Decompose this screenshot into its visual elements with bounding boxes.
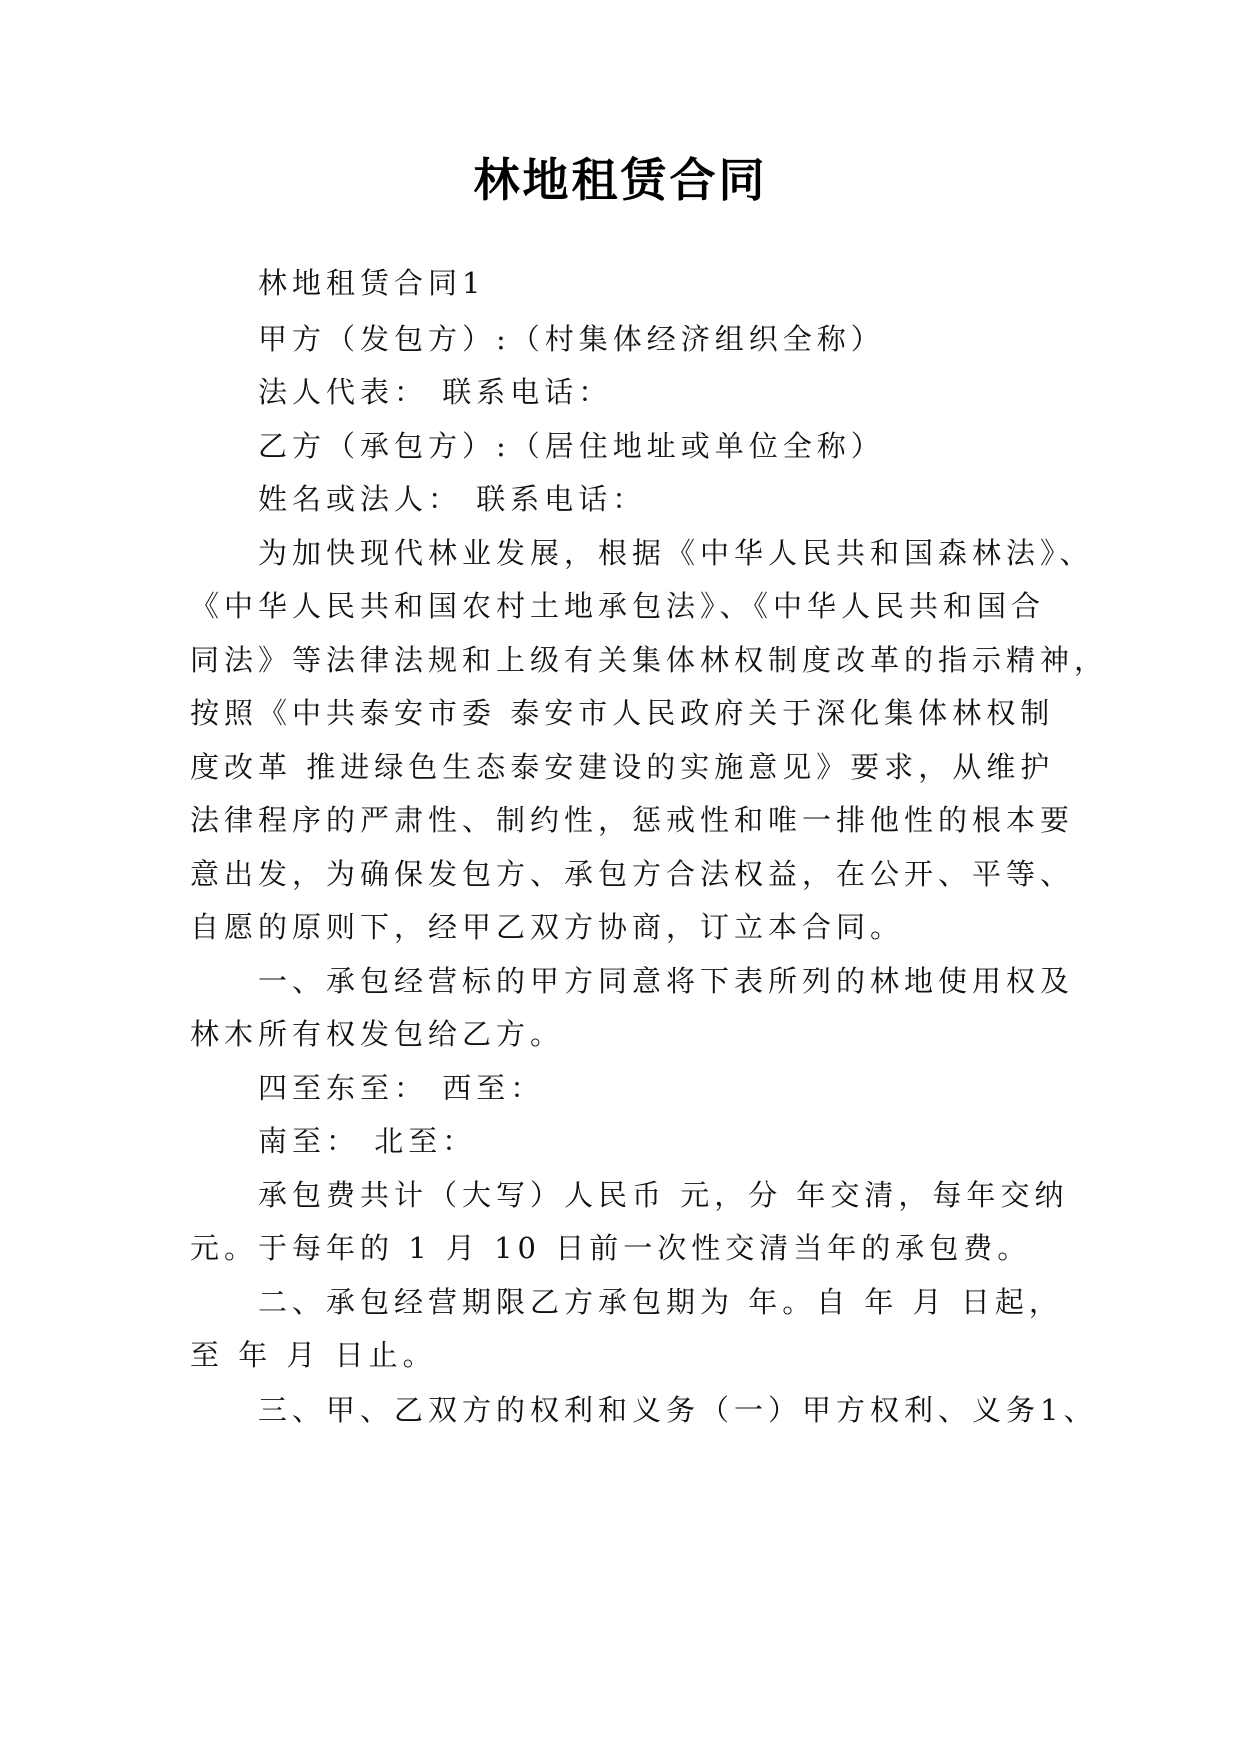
legal-rep-line: 法人代表： 联系电话： [258,375,613,409]
contract-subtitle: 林地租赁合同1 [258,266,486,300]
preamble-line-6: 法律程序的严肃性、制约性，惩戒性和唯一排他性的根本要 [190,803,1075,837]
clause-2-line-1: 二、承包经营期限乙方承包期为 年。自 年 月 日起， [258,1285,1063,1319]
preamble-line-1: 为加快现代林业发展，根据《中华人民共和国森林法》、 [258,536,1094,570]
fee-line-2: 元。于每年的 1 月 10 日前一次性交清当年的承包费。 [190,1231,1032,1265]
boundary-south-north: 南至： 北至： [258,1124,477,1158]
boundary-east-west: 四至东至： 西至： [258,1071,545,1105]
clause-3-line-1: 三、甲、乙双方的权利和义务（一）甲方权利、义务1、 [258,1393,1098,1427]
party-b-line: 乙方（承包方）:（居住地址或单位全称） [258,429,885,463]
clause-1-line-1: 一、承包经营标的甲方同意将下表所列的林地使用权及 [258,964,1075,998]
preamble-line-8: 自愿的原则下，经甲乙双方协商，订立本合同。 [190,910,905,944]
clause-2-line-2: 至 年 月 日止。 [190,1338,437,1372]
preamble-line-7: 意出发，为确保发包方、承包方合法权益，在公开、平等、 [190,857,1075,891]
preamble-line-2: 《中华人民共和国农村土地承包法》、《中华人民共和国合 [190,589,1046,623]
fee-line-1: 承包费共计（大写）人民币 元，分 年交清，每年交纳 [258,1178,1069,1212]
name-or-legal-person-line: 姓名或法人： 联系电话： [258,482,647,516]
preamble-line-4: 按照《中共泰安市委 泰安市人民政府关于深化集体林权制 [190,696,1055,730]
party-a-line: 甲方（发包方）:（村集体经济组织全称） [258,322,885,356]
document-title: 林地租赁合同 [473,153,768,207]
preamble-line-3: 同法》等法律法规和上级有关集体林权制度改革的指示精神， [190,643,1109,677]
preamble-line-5: 度改革 推进绿色生态泰安建设的实施意见》要求，从维护 [190,750,1055,784]
clause-1-line-2: 林木所有权发包给乙方。 [190,1017,565,1051]
